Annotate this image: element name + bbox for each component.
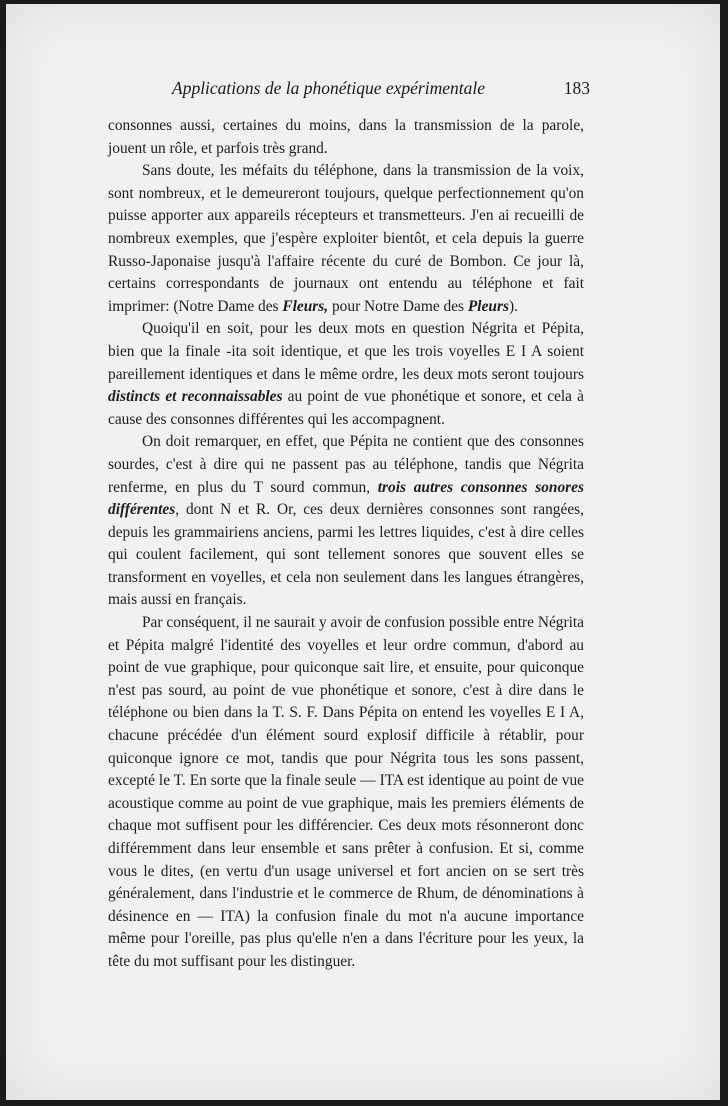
paragraph-2-middle: pour Notre Dame des bbox=[328, 297, 468, 315]
paragraph-2-text: Sans doute, les méfaits du téléphone, dans la transmission de la voix, sont nombreux, et le demeureront toujours, quelque perfectionnement qu'on puisse apporter aux appareils récepteurs et transmetteurs. J'en ai recueilli de nombreux exemples, que j'espère exploiter bientôt, et cela depuis la guerre Russo-Japonaise jusqu'à l'affaire récente du curé de Bombon. Ce jour là, certains correspondants de journaux ont entendu au téléphone et fait imprimer: (Notre Dame des bbox=[108, 162, 584, 315]
paragraph-3-text-a: Quoiqu'il en soit, pour les deux mots en question Négrita et Pépita, bien que la finale -ita soit identique, et que les trois voyelles E I A soient pareillement identiques et dans le même ordre, les deux mots seront toujours bbox=[108, 320, 584, 383]
paragraph-2-emphasis-fleurs: Fleurs, bbox=[282, 297, 329, 315]
paragraph-2-end: ). bbox=[508, 297, 518, 315]
page-header bbox=[114, 76, 590, 106]
paragraph-2 bbox=[108, 160, 584, 318]
paragraph-1: consonnes aussi, certaines du moins, dans la transmission de la parole, jouent un rôle, et parfois très grand. bbox=[108, 117, 584, 157]
paragraph-3-text-b: au point de vue phonétique et sonore, et cela à cause des consonnes différentes qui les accompagnent. bbox=[108, 388, 584, 428]
paragraph-4-text-b: , dont N et R. Or, ces deux dernières consonnes sont rangées, depuis les grammairiens anciens, parmi les lettres liquides, c'est à dire celles qui coulent facilement, qui sont tellement sonores que souvent elles se transforment en voyelles, et cela non seulement dans les langues étrangères, mais aussi en français. bbox=[108, 501, 584, 609]
running-title: Applications de la phonétique expérimentale bbox=[172, 78, 485, 98]
paragraph-3 bbox=[108, 318, 584, 431]
paragraph-5: Par conséquent, il ne saurait y avoir de confusion possible entre Négrita et Pépita malgré l'identité des voyelles et leur ordre commun, d'abord au point de vue graphique, pour quiconque sait lire, et ensuite, pour quiconque n'est pas sourd, au point de vue phonétique et sonore, c'est à dire dans le téléphone ou bien dans la T. S. F. Dans Pépita on entend les voyelles E I A, chacune précédée d'un élément sourd explosif difficile à rétablir, pour quiconque ignore ce mot, tandis que pour Négrita tous les sons passent, excepté le T. En sorte que la finale seule — ITA est identique au point de vue acoustique comme au point de vue graphique, mais les premiers éléments de chaque mot suffisent pour les différencier. Ces deux mots résonneront donc différemment dans leur ensemble et sans prêter à confusion. Et si, comme vous le dites, (en vertu d'un usage universel et fort ancien on se sert très généralement, dans l'industrie et le commerce de Rhum, de dénominations à désinence en — ITA) la confusion finale du mot n'a aucune importance même pour l'oreille, pas plus qu'elle n'en a dans l'écriture pour les yeux, la tête du mot suffisant pour les distinguer. bbox=[108, 614, 584, 970]
paragraph-2-emphasis-pleurs: Pleurs bbox=[467, 297, 509, 315]
paragraph-4 bbox=[108, 431, 584, 612]
paragraph-3-emphasis: distincts et reconnaissables bbox=[108, 388, 283, 406]
page-number: 183 bbox=[563, 78, 590, 98]
paragraph-4-text-a: On doit remarquer, en effet, que Pépita ne contient que des consonnes sourdes, c'est à dire qui ne passent pas au téléphone, tandis que Négrita renferme, en plus du T sourd commun, bbox=[108, 433, 584, 496]
body-text bbox=[108, 115, 584, 974]
paragraph-4-emphasis: trois autres consonnes sonores différentes bbox=[108, 478, 584, 519]
